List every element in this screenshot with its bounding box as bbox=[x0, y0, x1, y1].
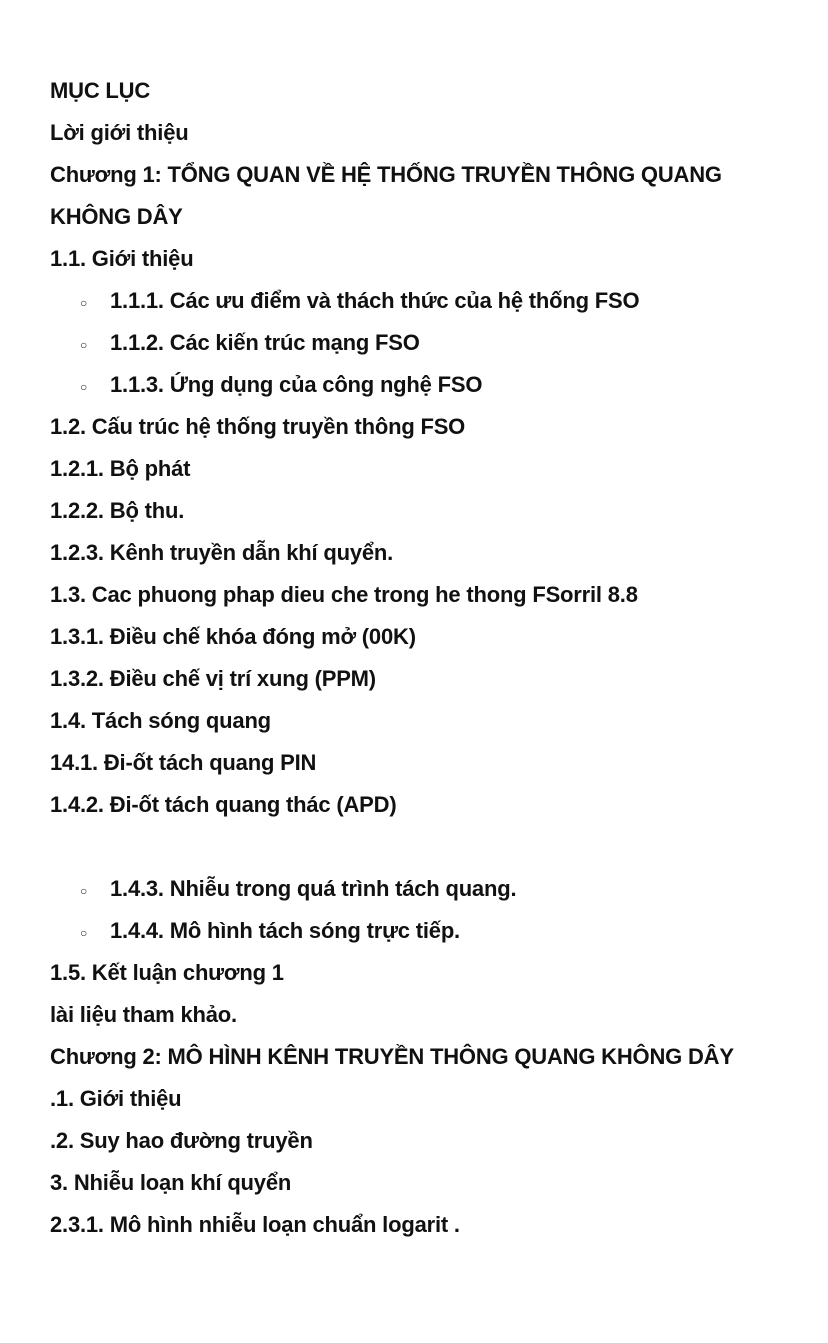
toc-entry-text: 1.2.3. Kênh truyền dẫn khí quyển. bbox=[50, 540, 394, 565]
bullet-circle-icon: ○ bbox=[80, 884, 88, 898]
toc-entry-text: 1.5. Kết luận chương 1 bbox=[50, 960, 284, 985]
toc-entry-text: 1.4. Tách sóng quang bbox=[50, 708, 271, 733]
toc-entry-text: 1.1. Giới thiệu bbox=[50, 246, 194, 271]
toc-entry-text: 1.3.2. Điều chế vị trí xung (PPM) bbox=[50, 666, 376, 691]
toc-entry bbox=[50, 154, 810, 196]
toc-entry-text: 14.1. Đi-ốt tách quang PIN bbox=[50, 750, 317, 775]
toc-entry-text: Lời giới thiệu bbox=[50, 120, 189, 145]
toc-entry bbox=[50, 532, 810, 574]
toc-entry-text: 1.4.2. Đi-ốt tách quang thác (APD) bbox=[50, 792, 397, 817]
toc-entry-text: 1.4.3. Nhiễu trong quá trình tách quang. bbox=[110, 876, 517, 901]
toc-subentry bbox=[50, 910, 810, 952]
toc-entry bbox=[50, 574, 810, 616]
toc-entry-text: 1.3.1. Điều chế khóa đóng mở (00K) bbox=[50, 624, 416, 649]
toc-entry-text: .1. Giới thiệu bbox=[50, 1086, 182, 1111]
toc-entry-text: 1.3. Cac phuong phap dieu che trong he thong FSorril 8.8 bbox=[50, 582, 638, 607]
toc-entry bbox=[50, 616, 810, 658]
toc-entry bbox=[50, 448, 810, 490]
bullet-circle-icon: ○ bbox=[80, 380, 88, 394]
toc-entry-text: 1.2.2. Bộ thu. bbox=[50, 498, 185, 523]
toc-entry bbox=[50, 1120, 810, 1162]
toc-subentry bbox=[50, 364, 810, 406]
toc-entry bbox=[50, 490, 810, 532]
toc-entry bbox=[50, 196, 810, 238]
toc-entry bbox=[50, 112, 810, 154]
toc-entry-text: 3. Nhiễu loạn khí quyển bbox=[50, 1170, 292, 1195]
toc-entry bbox=[50, 1036, 810, 1078]
toc-entry bbox=[50, 952, 810, 994]
bullet-circle-icon: ○ bbox=[80, 338, 88, 352]
toc-entry-text: 1.1.2. Các kiến trúc mạng FSO bbox=[110, 330, 420, 355]
toc-entry-text: lài liệu tham khảo. bbox=[50, 1002, 237, 1027]
toc-subentry bbox=[50, 868, 810, 910]
toc-entry bbox=[50, 658, 810, 700]
toc-entry bbox=[50, 742, 810, 784]
toc-entry-text: MỤC LỤC bbox=[50, 78, 151, 103]
toc-entry bbox=[50, 1162, 810, 1204]
bullet-circle-icon: ○ bbox=[80, 296, 88, 310]
toc-subentry bbox=[50, 322, 810, 364]
toc-entry bbox=[50, 784, 810, 826]
toc-entry bbox=[50, 1078, 810, 1120]
toc-entry-text: 1.1.3. Ứng dụng của công nghệ FSO bbox=[110, 372, 483, 397]
toc-entry bbox=[50, 238, 810, 280]
toc-entry bbox=[50, 406, 810, 448]
toc-entry-text: .2. Suy hao đường truyền bbox=[50, 1128, 313, 1153]
toc-entry-text: Chương 1: TỔNG QUAN VỀ HỆ THỐNG TRUYỀN THÔNG QUANG bbox=[50, 162, 722, 187]
toc-subentry bbox=[50, 280, 810, 322]
toc-entry-text: 2.3.1. Mô hình nhiễu loạn chuẩn logarit . bbox=[50, 1212, 460, 1237]
toc-entry bbox=[50, 70, 810, 112]
bullet-circle-icon: ○ bbox=[80, 926, 88, 940]
table-of-contents bbox=[50, 70, 810, 1246]
toc-entry-text: KHÔNG DÂY bbox=[50, 204, 183, 229]
toc-entry bbox=[50, 700, 810, 742]
toc-entry-text: 1.2. Cấu trúc hệ thống truyền thông FSO bbox=[50, 414, 466, 439]
toc-entry bbox=[50, 1204, 810, 1246]
toc-entry-text: 1.1.1. Các ưu điểm và thách thức của hệ thống FSO bbox=[110, 288, 640, 313]
toc-entry-text: 1.4.4. Mô hình tách sóng trực tiếp. bbox=[110, 918, 460, 943]
toc-entry-text: 1.2.1. Bộ phát bbox=[50, 456, 191, 481]
toc-entry bbox=[50, 994, 810, 1036]
toc-entry-text: Chương 2: MÔ HÌNH KÊNH TRUYỀN THÔNG QUANG KHÔNG DÂY bbox=[50, 1044, 734, 1069]
